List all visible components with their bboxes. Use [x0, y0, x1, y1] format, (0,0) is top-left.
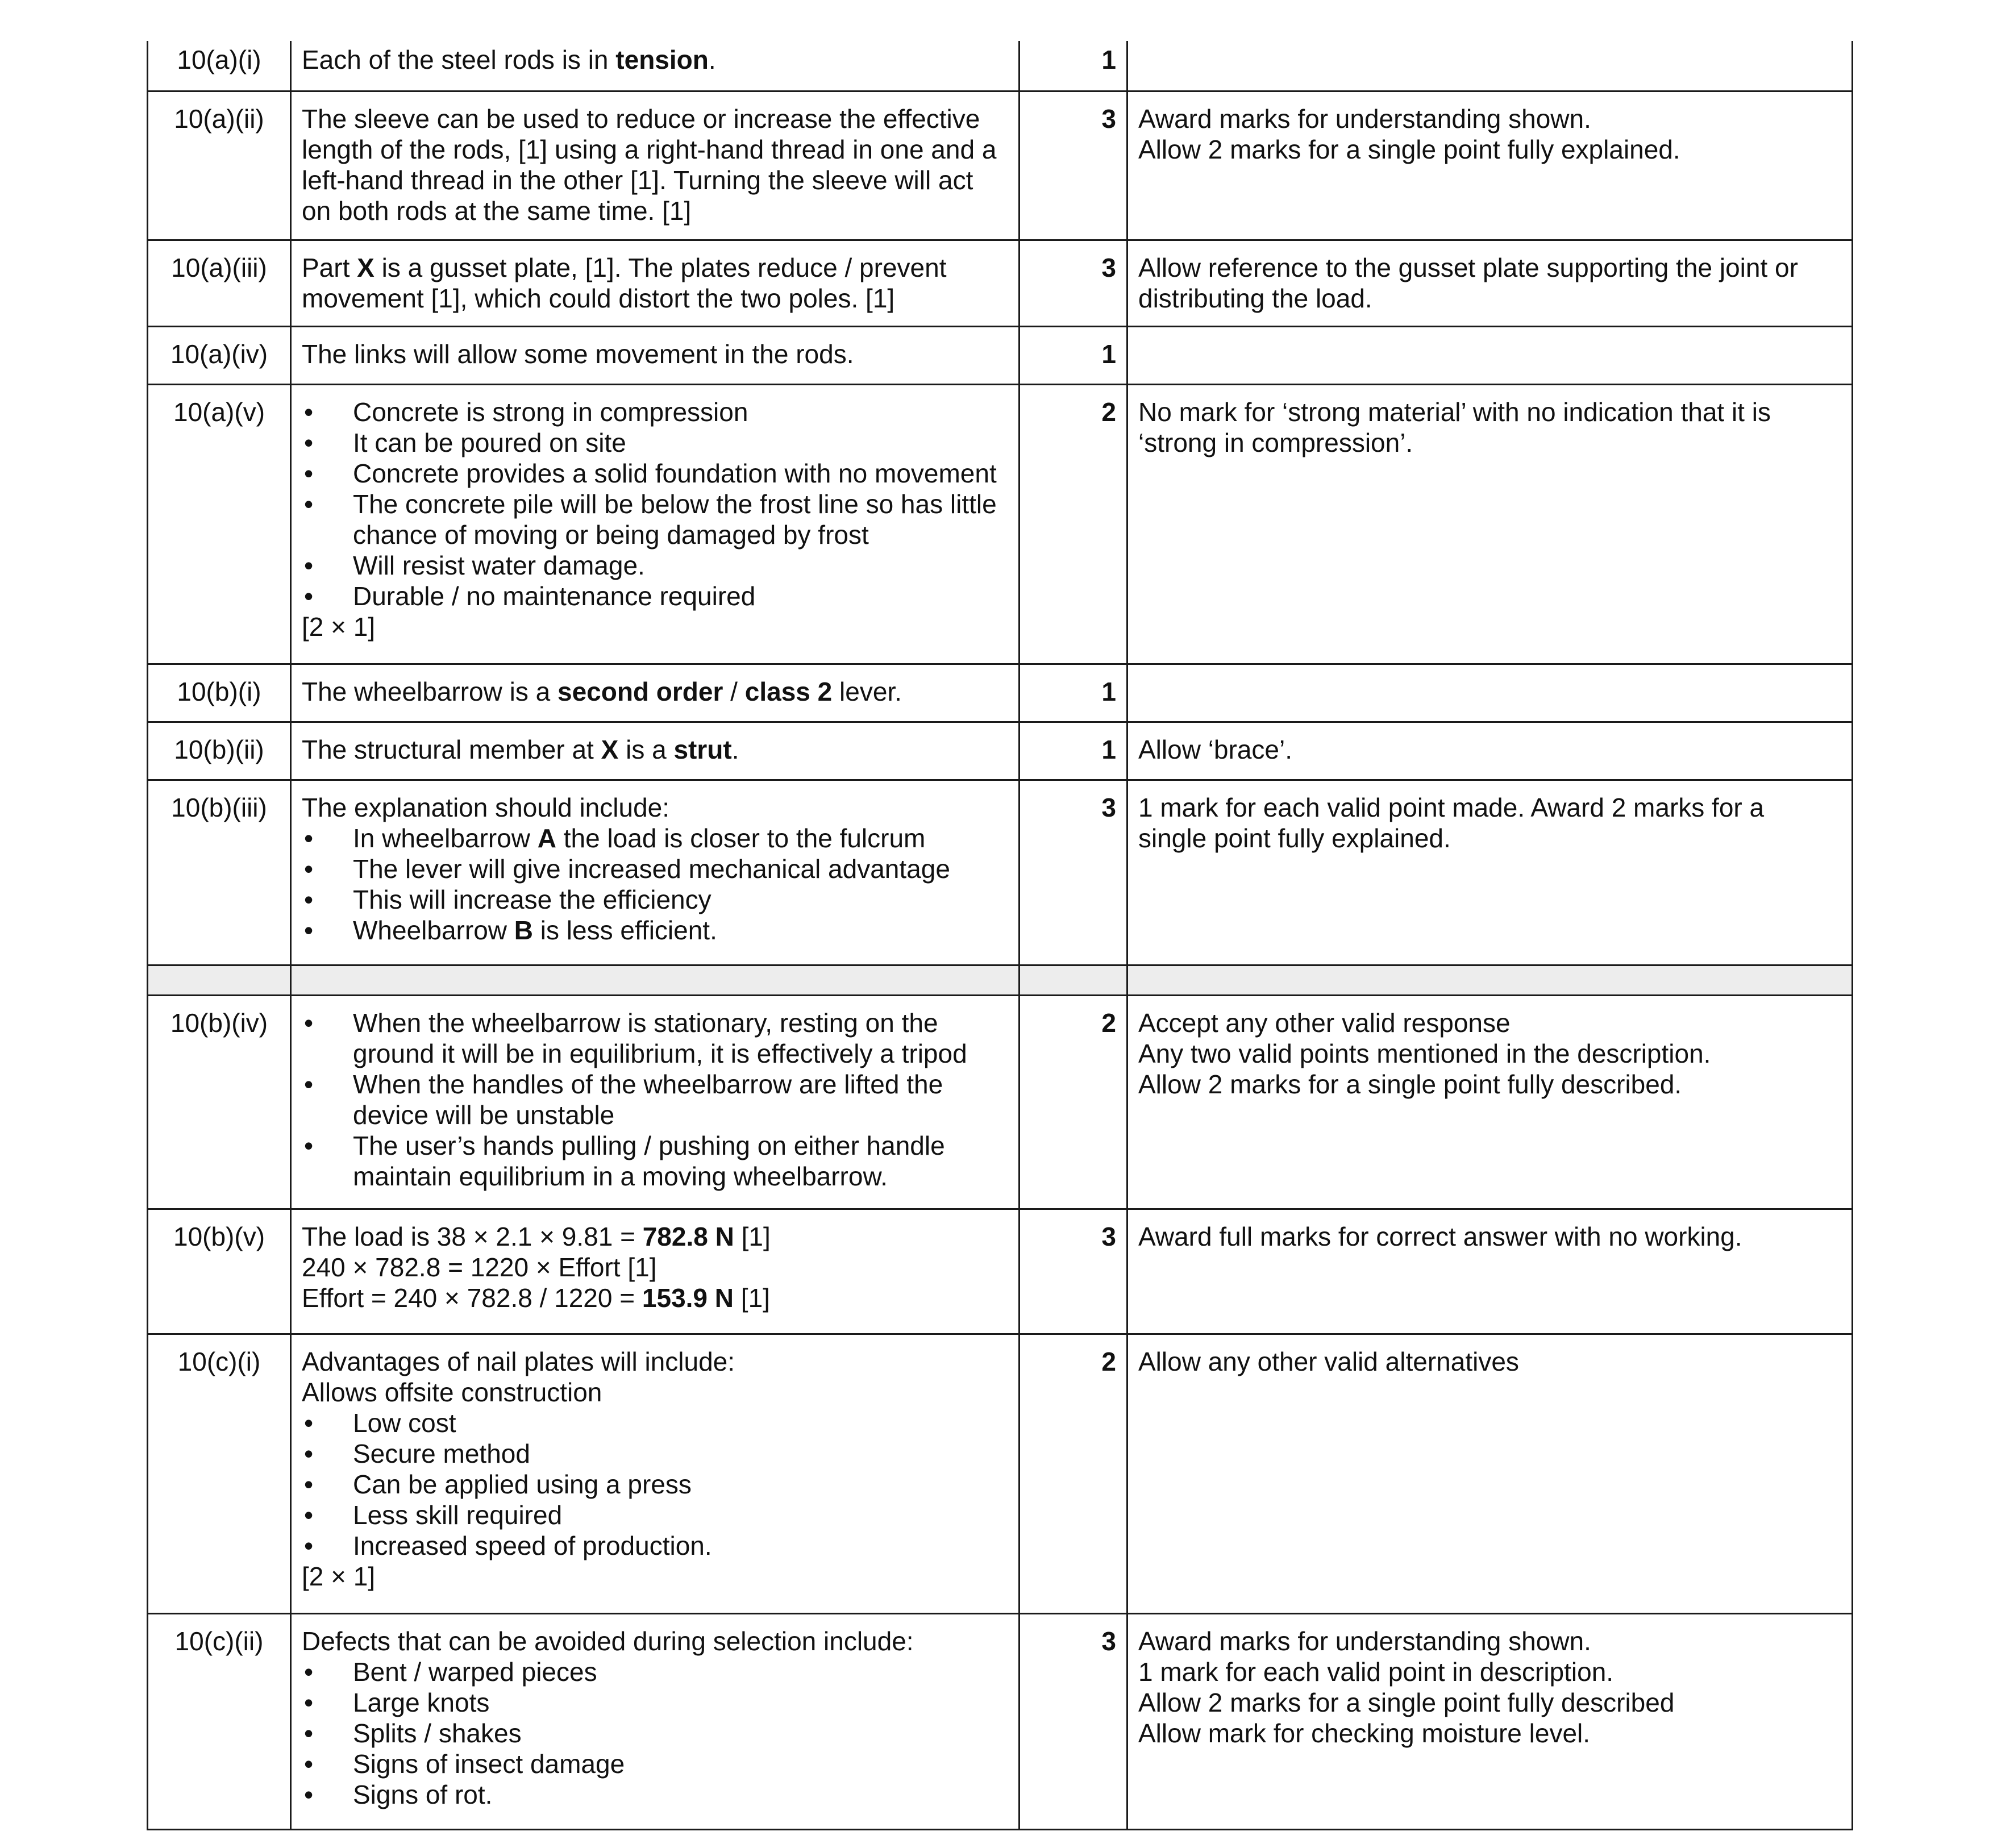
- answer-cell: [291, 326, 1020, 384]
- answer-line: [302, 1283, 1008, 1313]
- marks-value: 1: [1020, 664, 1127, 722]
- guidance-cell: [1127, 384, 1853, 664]
- bold-text: 782.8 N: [642, 1221, 734, 1251]
- bullet-point: • Concrete provides a solid foundation with no movement: [302, 458, 1008, 489]
- question-number: 10(b)(iii): [148, 780, 291, 965]
- bullet-point: • When the wheelbarrow is stationary, resting on the ground it will be in equilibrium, it is effectively a tripod: [302, 1008, 1008, 1069]
- table-row: [148, 722, 1853, 780]
- answer-line: [302, 44, 1008, 75]
- answer-text: 240 × 782.8 = 1220 × Effort [1]: [302, 1252, 657, 1282]
- answer-text: This will increase the efficiency: [353, 884, 712, 914]
- bold-text: X: [357, 252, 375, 282]
- bullet-point: • Bent / warped pieces: [302, 1656, 1008, 1687]
- bullet-point: • Can be applied using a press: [302, 1469, 1008, 1500]
- answer-line: The sleeve can be used to reduce or increase the effective: [302, 103, 980, 134]
- bold-text: tension: [615, 45, 709, 74]
- question-number: 10(b)(ii): [148, 722, 291, 780]
- answer-text: The wheelbarrow is a: [302, 676, 557, 706]
- marks-value: 1: [1020, 326, 1127, 384]
- answer-text: The load is 38 × 2.1 × 9.81 =: [302, 1221, 643, 1251]
- guidance-line: No mark for ‘strong material’ with no indication that it is: [1138, 397, 1771, 427]
- bullet-point: • Concrete is strong in compression: [302, 397, 1008, 427]
- guidance-cell: [1127, 41, 1853, 91]
- answer-line: [302, 252, 1008, 283]
- separator-cell: [148, 965, 291, 995]
- answer-line: [302, 1252, 1008, 1283]
- answer-line: [302, 734, 1008, 765]
- bullet-point: [302, 854, 1008, 884]
- answer-line: [302, 1221, 1008, 1252]
- answer-cell: [291, 240, 1020, 326]
- guidance-line: Any two valid points mentioned in the description.: [1138, 1038, 1711, 1068]
- bullet-point: • Splits / shakes: [302, 1718, 1008, 1749]
- answer-cell: [291, 780, 1020, 965]
- bold-text: second order: [557, 676, 723, 706]
- guidance-cell: [1127, 1209, 1853, 1334]
- answer-text: [1]: [734, 1283, 770, 1313]
- table-row: [148, 1209, 1853, 1334]
- guidance-cell: [1127, 722, 1853, 780]
- guidance-cell: [1127, 995, 1853, 1209]
- bullet-point: • Secure method: [302, 1438, 1008, 1469]
- guidance-line: Award marks for understanding shown.: [1138, 103, 1591, 134]
- answer-text: .: [708, 45, 716, 74]
- bullet-point: • Large knots: [302, 1687, 1008, 1718]
- answer-cell: [291, 722, 1020, 780]
- bold-text: 153.9 N: [642, 1283, 734, 1313]
- separator-cell: [1020, 965, 1127, 995]
- question-number: 10(b)(i): [148, 664, 291, 722]
- bullet-point: [302, 884, 1008, 915]
- answer-line: left-hand thread in the other [1]. Turning the sleeve will act: [302, 165, 973, 195]
- bullet-point: • The user’s hands pulling / pushing on either handle maintain equilibrium in a moving wheelbarrow.: [302, 1130, 1008, 1192]
- table-row: [148, 91, 1853, 240]
- marks-value: 3: [1020, 780, 1127, 965]
- bullet-list: [302, 823, 1008, 946]
- guidance-cell: [1127, 91, 1853, 240]
- guidance-cell: [1127, 780, 1853, 965]
- answer-line: [302, 339, 1008, 369]
- question-number: 10(a)(i): [148, 41, 291, 91]
- table-row: [148, 1334, 1853, 1613]
- answer-intro: Allows offsite construction: [302, 1377, 602, 1407]
- guidance-line: ‘strong in compression’.: [1138, 427, 1413, 457]
- marks-value: 2: [1020, 384, 1127, 664]
- answer-text: /: [723, 676, 745, 706]
- marks-value: 1: [1020, 722, 1127, 780]
- bold-text: B: [514, 915, 534, 945]
- guidance-line: Accept any other valid response: [1138, 1008, 1511, 1038]
- bold-text: class 2: [744, 676, 833, 706]
- question-number: 10(a)(v): [148, 384, 291, 664]
- answer-text: Each of the steel rods is in: [302, 45, 616, 74]
- guidance-line: 1 mark for each valid point in description.: [1138, 1656, 1614, 1687]
- marks-value: 3: [1020, 1209, 1127, 1334]
- guidance-line: distributing the load.: [1138, 283, 1372, 313]
- answer-line: [302, 676, 1008, 707]
- guidance-line: Allow 2 marks for a single point fully described.: [1138, 1069, 1682, 1099]
- guidance-line: single point fully explained.: [1138, 823, 1451, 853]
- bullet-point: • Low cost: [302, 1408, 1008, 1438]
- bullet-point: • Signs of insect damage: [302, 1749, 1008, 1779]
- bullet-list: [302, 1656, 1008, 1810]
- guidance-cell: [1127, 1334, 1853, 1613]
- answer-cell: [291, 41, 1020, 91]
- question-number: 10(c)(i): [148, 1334, 291, 1613]
- table-row: [148, 995, 1853, 1209]
- marks-value: 1: [1020, 41, 1127, 91]
- answer-line: on both rods at the same time. [1]: [302, 195, 692, 226]
- bullet-point: [302, 823, 1008, 854]
- marks-value: 2: [1020, 995, 1127, 1209]
- marks-allocation: [2 × 1]: [302, 1561, 376, 1591]
- bold-text: strut: [673, 734, 732, 764]
- marks-allocation: [2 × 1]: [302, 611, 376, 642]
- guidance-cell: [1127, 664, 1853, 722]
- marks-value: 3: [1020, 240, 1127, 326]
- answer-cell: [291, 995, 1020, 1209]
- answer-text: Part: [302, 252, 357, 282]
- guidance-cell: [1127, 240, 1853, 326]
- answer-text: The links will allow some movement in the rods.: [302, 339, 854, 369]
- answer-text: lever.: [832, 676, 902, 706]
- answer-text: is a: [618, 734, 674, 764]
- table-row: [148, 326, 1853, 384]
- marks-value: 3: [1020, 91, 1127, 240]
- guidance-line: Allow ‘brace’.: [1138, 734, 1292, 764]
- answer-text: .: [731, 734, 739, 764]
- answer-text: movement [1], which could distort the two poles. [1]: [302, 283, 895, 313]
- table-row: [148, 41, 1853, 91]
- answer-cell: [291, 664, 1020, 722]
- answer-cell: [291, 384, 1020, 664]
- answer-text: the load is closer to the fulcrum: [556, 823, 926, 853]
- bullet-point: • Durable / no maintenance required: [302, 581, 1008, 611]
- table-row: [148, 1613, 1853, 1829]
- answer-cell: [291, 1209, 1020, 1334]
- table-row: [148, 664, 1853, 722]
- table-separator: [148, 965, 1853, 995]
- bullet-point: • When the handles of the wheelbarrow are lifted the device will be unstable: [302, 1069, 1008, 1130]
- question-number: 10(a)(ii): [148, 91, 291, 240]
- question-number: 10(a)(iv): [148, 326, 291, 384]
- marks-value: 3: [1020, 1613, 1127, 1829]
- guidance-cell: [1127, 326, 1853, 384]
- answer-text: is a gusset plate, [1]. The plates reduce / prevent: [374, 252, 947, 282]
- table-row: [148, 240, 1853, 326]
- mark-scheme-body: [148, 41, 1853, 1829]
- answer-text: Effort = 240 × 782.8 / 1220 =: [302, 1283, 642, 1313]
- question-number: 10(b)(iv): [148, 995, 291, 1209]
- guidance-cell: [1127, 1613, 1853, 1829]
- guidance-line: Allow reference to the gusset plate supporting the joint or: [1138, 252, 1798, 282]
- answer-text: [1]: [734, 1221, 771, 1251]
- bullet-list: [302, 397, 1008, 611]
- answer-line: [302, 283, 1008, 314]
- question-number: 10(a)(iii): [148, 240, 291, 326]
- bullet-point: • It can be poured on site: [302, 427, 1008, 458]
- table-row: [148, 780, 1853, 965]
- bullet-list: [302, 1008, 1008, 1192]
- mark-scheme-table: [147, 41, 1853, 1830]
- answer-text: The lever will give increased mechanical advantage: [353, 854, 950, 884]
- answer-intro: Advantages of nail plates will include:: [302, 1346, 735, 1376]
- answer-cell: [291, 91, 1020, 240]
- answer-cell: [291, 1334, 1020, 1613]
- table-row: [148, 384, 1853, 664]
- question-number: 10(c)(ii): [148, 1613, 291, 1829]
- marks-value: 2: [1020, 1334, 1127, 1613]
- guidance-line: Allow any other valid alternatives: [1138, 1346, 1519, 1376]
- bullet-point: [302, 915, 1008, 946]
- separator-cell: [291, 965, 1020, 995]
- answer-intro: Defects that can be avoided during selection include:: [302, 1626, 914, 1656]
- bullet-point: • Increased speed of production.: [302, 1530, 1008, 1561]
- guidance-line: Allow mark for checking moisture level.: [1138, 1718, 1591, 1748]
- bullet-point: • Signs of rot.: [302, 1779, 1008, 1810]
- bullet-list: [302, 1408, 1008, 1561]
- bold-text: A: [537, 823, 556, 853]
- guidance-line: Allow 2 marks for a single point fully explained.: [1138, 134, 1680, 164]
- guidance-line: Award marks for understanding shown.: [1138, 1626, 1591, 1656]
- answer-text: Wheelbarrow: [353, 915, 514, 945]
- answer-intro: The explanation should include:: [302, 792, 670, 822]
- bullet-point: • The concrete pile will be below the frost line so has little chance of moving or being damaged by frost: [302, 489, 1008, 550]
- question-number: 10(b)(v): [148, 1209, 291, 1334]
- bullet-point: • Will resist water damage.: [302, 550, 1008, 581]
- guidance-line: Allow 2 marks for a single point fully described: [1138, 1687, 1675, 1717]
- bold-text: X: [601, 734, 619, 764]
- separator-cell: [1127, 965, 1853, 995]
- bullet-point: • Less skill required: [302, 1500, 1008, 1530]
- answer-line: length of the rods, [1] using a right-hand thread in one and a: [302, 134, 997, 164]
- answer-cell: [291, 1613, 1020, 1829]
- answer-text: is less efficient.: [533, 915, 717, 945]
- guidance-line: 1 mark for each valid point made. Award 2 marks for a: [1138, 792, 1765, 822]
- guidance-line: Award full marks for correct answer with no working.: [1138, 1221, 1742, 1251]
- answer-text: The structural member at: [302, 734, 601, 764]
- answer-text: In wheelbarrow: [353, 823, 538, 853]
